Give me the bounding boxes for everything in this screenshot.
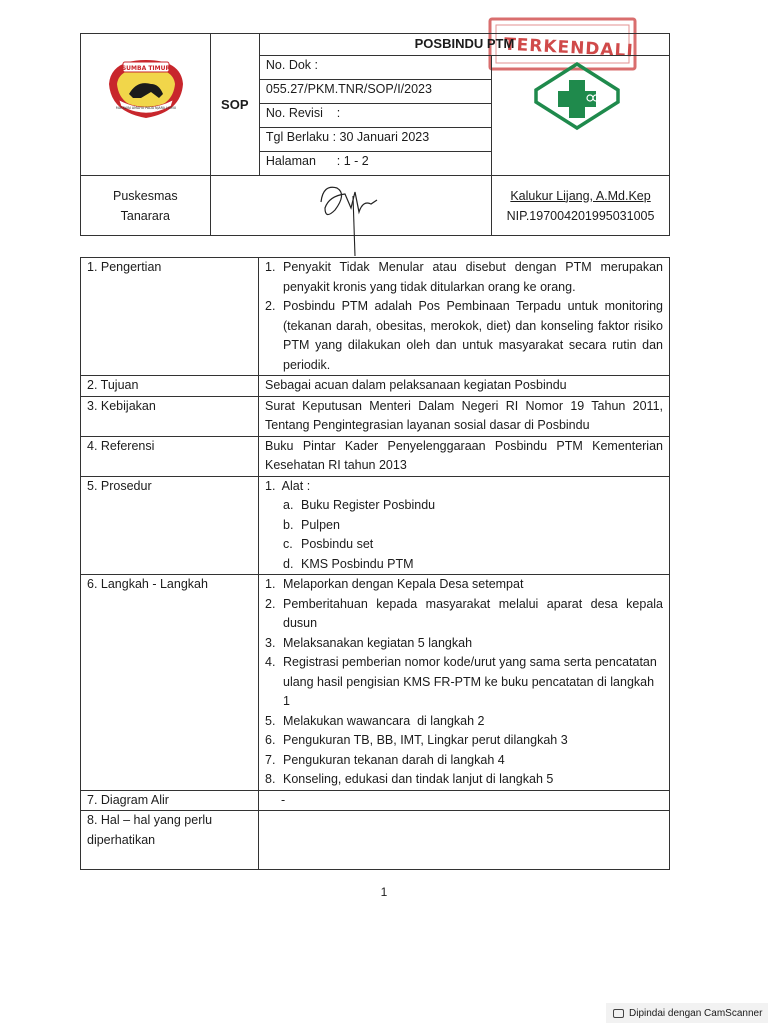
list-item: d. KMS Posbindu PTM: [283, 556, 414, 571]
list-item: 1. Penyakit Tidak Menular atau disebut dengan PTM merupakan penyakit kronis yang tidak ditularkan orang ke orang.: [265, 260, 663, 294]
list-item: 2. Posbindu PTM adalah Pos Pembinaan Terpadu untuk monitoring (tekanan darah, obesitas, merokok, diet) dan konseling faktor risiko PTM yang dilakukan oleh dan untuk masyarakat secara rutin dan periodik.: [265, 299, 663, 372]
camscanner-badge: [606, 1003, 768, 1023]
signature-cell: [210, 176, 491, 236]
header-table: [80, 33, 670, 236]
list-item: 1. Melaporkan dengan Kepala Desa setempat: [265, 577, 524, 591]
row-pengertian: [81, 258, 670, 376]
scanner-icon: [613, 1009, 624, 1018]
list-item: a. Buku Register Posbindu: [283, 498, 436, 512]
label-langkah: 6. Langkah - Langkah: [81, 575, 259, 791]
document-title: POSBINDU PTM: [259, 34, 669, 56]
list-item: c. Posbindu set: [283, 537, 374, 551]
stamp-cell: [492, 56, 670, 176]
list-item: 8. Konseling, edukasi dan tindak lanjut di langkah 5: [265, 772, 554, 786]
row-diagram: [81, 790, 670, 811]
stamp-text: TERKENDALI: [503, 34, 635, 62]
list-item: b. Pulpen: [283, 517, 340, 532]
label-prosedur: 5. Prosedur: [81, 476, 259, 575]
tujuan-text: Sebagai acuan dalam pelaksanaan kegiatan Posbindu: [259, 376, 670, 397]
kebijakan-text: Surat Keputusan Menteri Dalam Negeri RI Nomor 19 Tahun 2011, Tentang Pengintegrasian layanan sosial dasar di Posbindu: [259, 396, 670, 436]
row-tujuan: [81, 376, 670, 397]
halaman: Halaman : 1 - 2: [259, 152, 491, 176]
diagram-text: -: [259, 790, 670, 811]
label-kebijakan: 3. Kebijakan: [81, 396, 259, 436]
kepala-nip: NIP.197004201995031005: [506, 208, 655, 223]
no-dok-label: No. Dok :: [259, 56, 491, 80]
logo-top-text: SUMBA TIMUR: [121, 65, 171, 72]
label-hal: 8. Hal – hal yang perlu diperhatikan: [81, 811, 259, 870]
hal-text: [259, 811, 670, 870]
puskesmas-line2: Tanarara: [120, 208, 170, 223]
list-item: 3. Melaksanakan kegiatan 5 langkah: [265, 635, 473, 650]
scanner-text: Dipindai dengan CamScanner: [629, 1007, 763, 1019]
row-langkah: [81, 575, 670, 791]
row-hal: [81, 811, 670, 870]
kepala-cell: [492, 176, 670, 236]
alat-heading: 1. Alat :: [265, 478, 311, 493]
list-item: 7. Pengukuran tekanan darah di langkah 4: [265, 752, 505, 767]
list-item: 4. Registrasi pemberian nomor kode/urut yang sama serta pencatatan ulang hasil pengisian KMS FR-PTM ke buku pencatatan di langkah 1: [265, 655, 657, 708]
kepala-name: Kalukur Lijang, A.Md.Kep: [510, 188, 651, 203]
no-dok-value: 055.27/PKM.TNR/SOP/I/2023: [259, 80, 491, 104]
langkah-list: [265, 575, 663, 790]
no-revisi: No. Revisi :: [259, 104, 491, 128]
puskesmas-logo: [532, 62, 622, 134]
pengertian-list: [265, 258, 663, 375]
list-item: 5. Melakukan wawancara di langkah 2: [265, 713, 485, 728]
signature: [301, 178, 421, 258]
row-prosedur: [81, 476, 670, 575]
kabupaten-logo: [101, 54, 191, 124]
page-number: 1: [380, 885, 388, 899]
row-referensi: [81, 436, 670, 476]
alat-list: [265, 496, 663, 574]
referensi-text: Buku Pintar Kader Penyelenggaraan Posbindu PTM Kementerian Kesehatan RI tahun 2013: [259, 436, 670, 476]
label-pengertian: 1. Pengertian: [81, 258, 259, 376]
logo-cell: [81, 34, 211, 176]
list-item: 2. Pemberitahuan kepada masyarakat melalui aparat desa kepala dusun: [265, 596, 663, 630]
list-item: 6. Pengukuran TB, BB, IMT, Lingkar perut dilangkah 3: [265, 733, 568, 747]
label-tujuan: 2. Tujuan: [81, 376, 259, 397]
logo-bottom-text: MATAWAI AMAHU PADA NJARA HAMU: [115, 106, 177, 110]
content-table: [80, 257, 670, 870]
puskesmas-name: [81, 176, 211, 236]
label-referensi: 4. Referensi: [81, 436, 259, 476]
sop-label: SOP: [210, 34, 259, 176]
tgl-berlaku: Tgl Berlaku : 30 Januari 2023: [259, 128, 491, 152]
label-diagram: 7. Diagram Alir: [81, 790, 259, 811]
row-kebijakan: [81, 396, 670, 436]
puskesmas-line1: Puskesmas: [113, 188, 178, 203]
